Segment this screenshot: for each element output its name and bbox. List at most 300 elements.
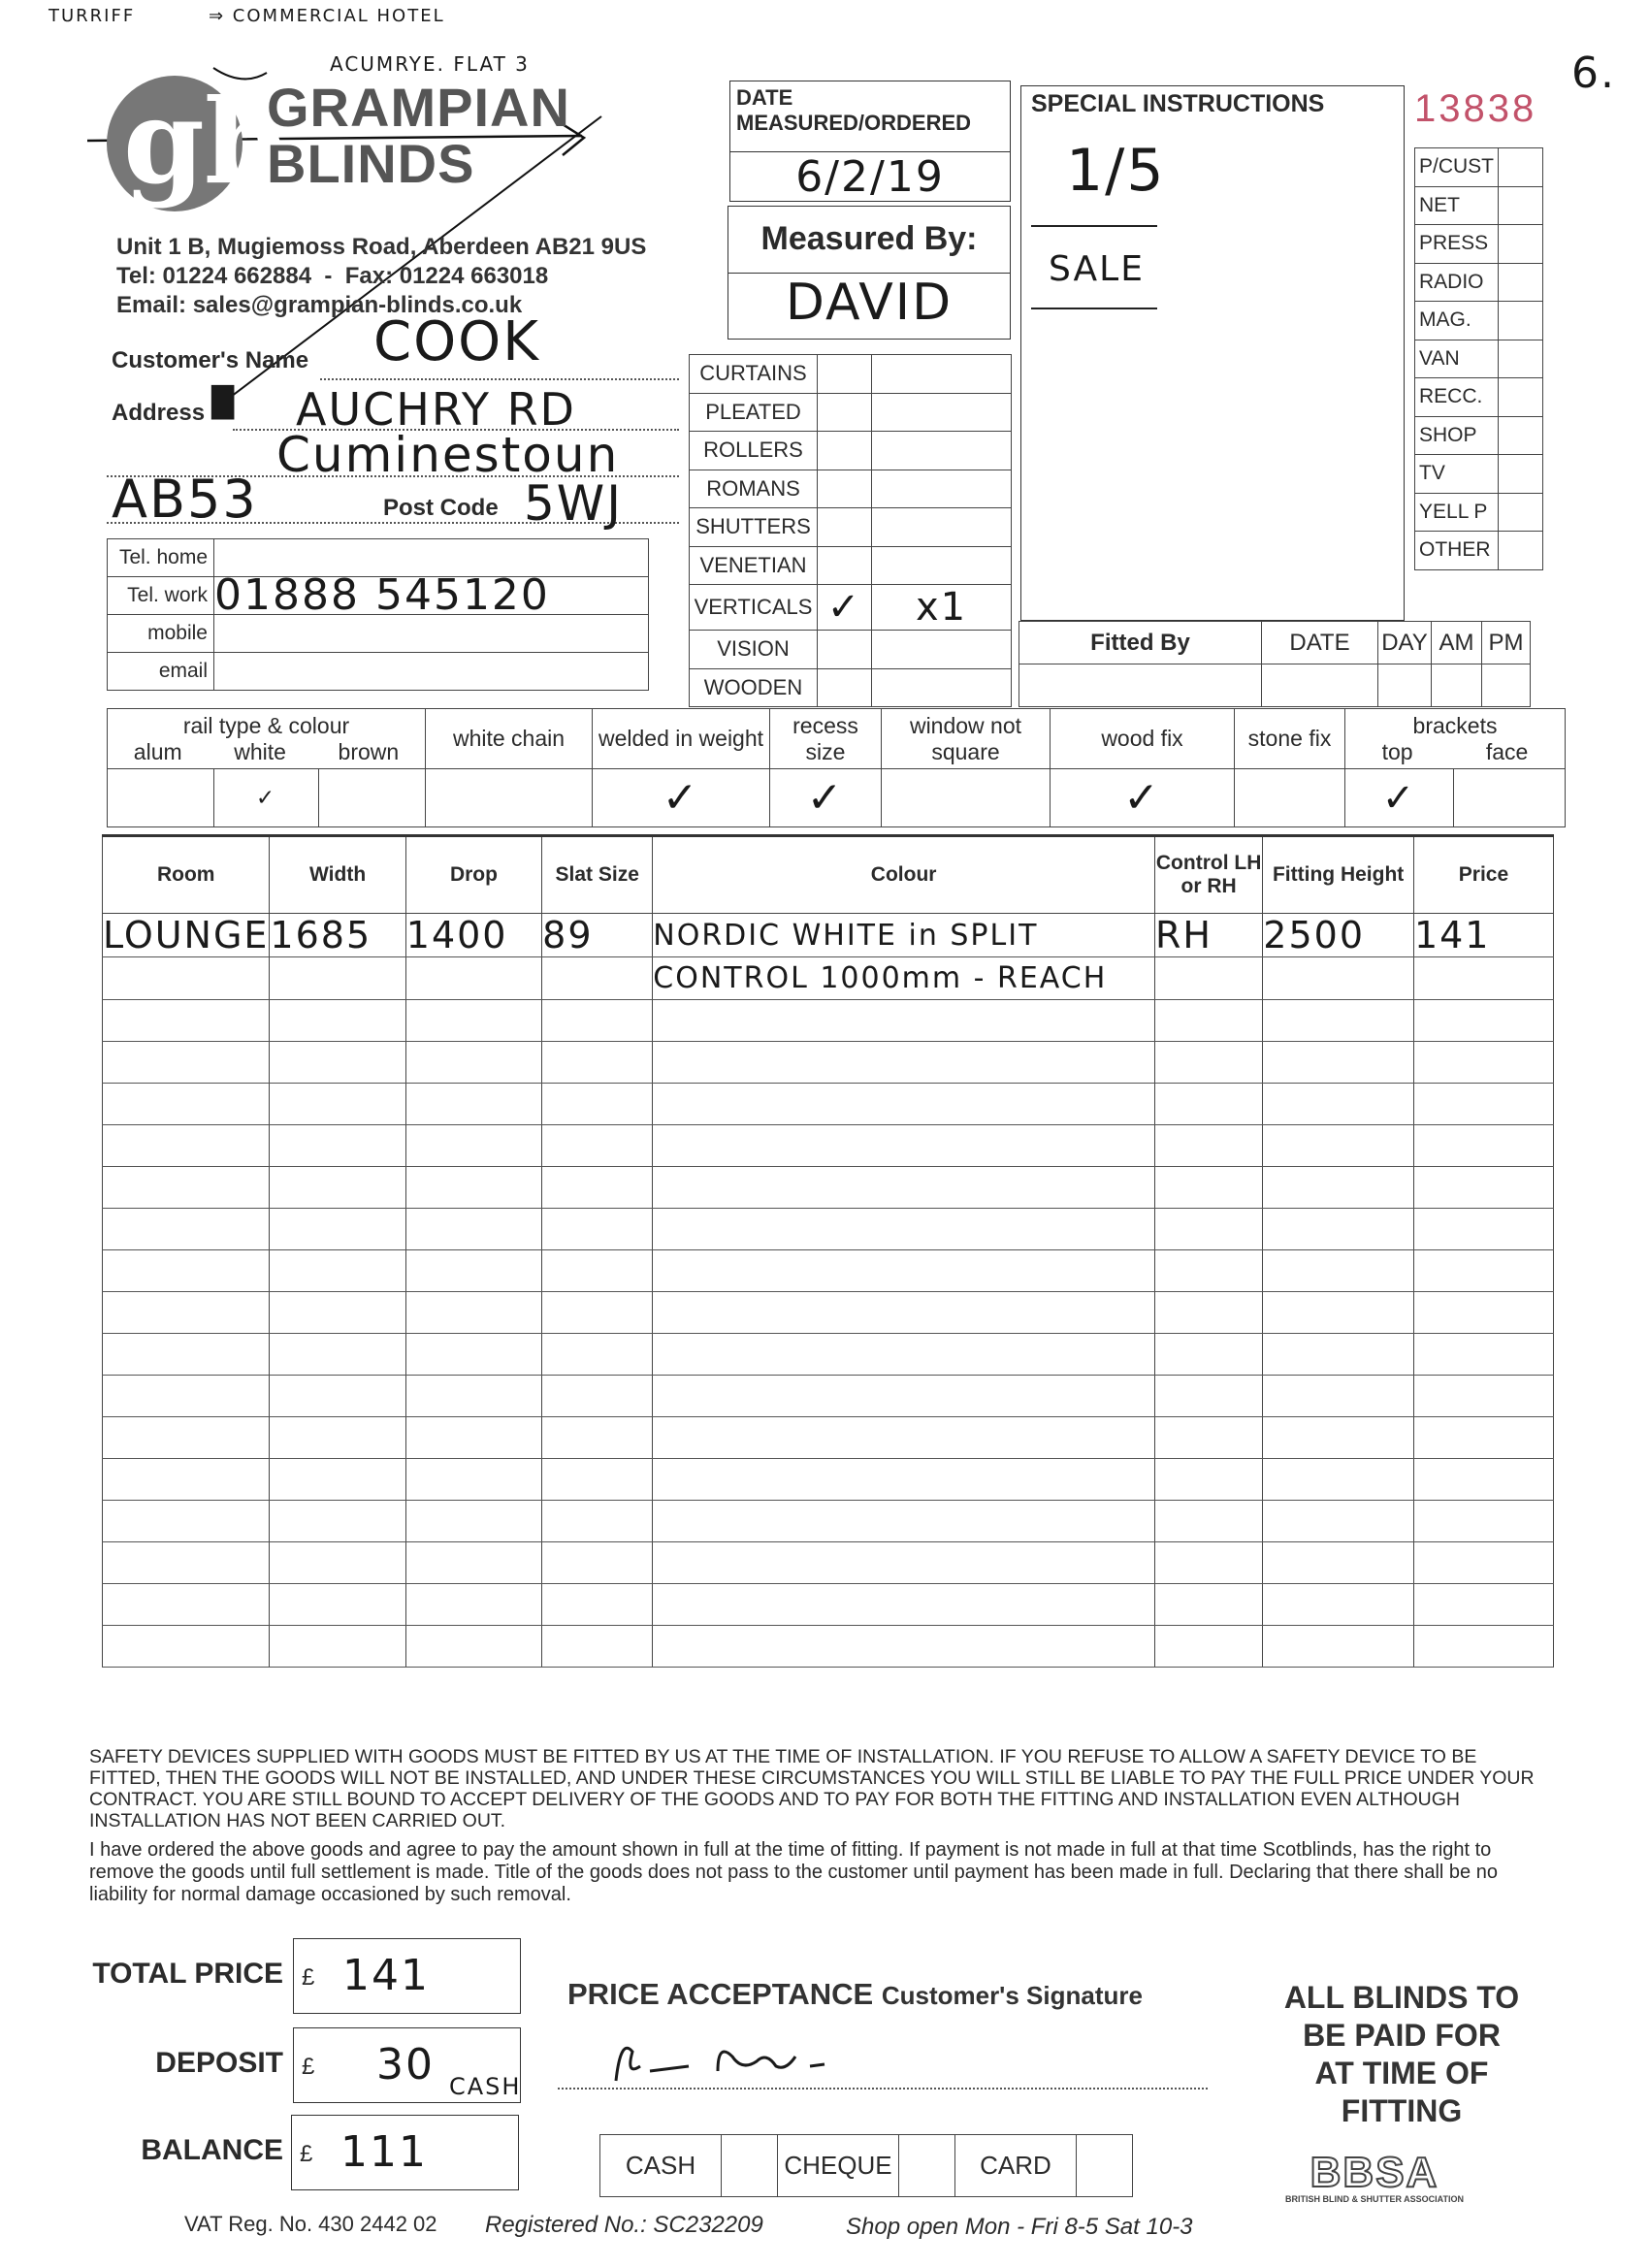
address-line2[interactable]: Cuminestoun (276, 427, 620, 483)
table-cell[interactable] (270, 1584, 405, 1626)
table-row (103, 1167, 1554, 1209)
order-table-header: Price (1413, 836, 1553, 914)
table-cell[interactable] (1413, 1417, 1553, 1459)
special-instructions-box (1020, 85, 1405, 621)
table-cell[interactable] (542, 1501, 653, 1542)
table-cell[interactable] (1154, 1334, 1262, 1376)
blind-type-qty[interactable] (872, 631, 1012, 669)
address-line3[interactable]: AB53 (112, 469, 258, 530)
table-cell[interactable] (270, 1417, 405, 1459)
table-cell[interactable] (542, 1459, 653, 1501)
table-cell[interactable] (653, 1376, 1155, 1417)
table-cell[interactable] (103, 1376, 270, 1417)
payment-method-cheque: CHEQUE (778, 2135, 899, 2197)
table-cell[interactable] (270, 1084, 405, 1125)
table-cell[interactable] (1263, 1250, 1414, 1292)
deposit-currency: £ (302, 2054, 315, 2080)
recess-check[interactable]: ✓ (770, 769, 882, 827)
table-cell[interactable] (1263, 1334, 1414, 1376)
table-cell[interactable] (405, 1459, 541, 1501)
table-cell[interactable] (103, 1501, 270, 1542)
blind-type-qty[interactable] (872, 546, 1012, 585)
table-cell[interactable] (653, 1167, 1155, 1209)
fitted-am-label: AM (1432, 622, 1482, 664)
table-cell[interactable] (103, 1084, 270, 1125)
blind-type-check[interactable]: ✓ (818, 585, 872, 631)
table-cell[interactable] (1263, 1417, 1414, 1459)
blind-type-check[interactable] (818, 546, 872, 585)
table-cell[interactable] (270, 1501, 405, 1542)
table-cell[interactable] (103, 1626, 270, 1668)
order-table-header: Control LH or RH (1154, 836, 1262, 914)
table-cell[interactable] (653, 1292, 1155, 1334)
brackets-face-check[interactable] (1454, 769, 1566, 827)
lead-source-label: RADIO (1415, 263, 1499, 302)
deposit-value: 30 (376, 2040, 435, 2090)
fitted-by-table (1018, 621, 1531, 707)
table-cell[interactable] (1263, 1000, 1414, 1042)
fitted-am-value[interactable] (1432, 664, 1482, 707)
payment-notice (1251, 1979, 1552, 2130)
table-cell[interactable] (270, 1292, 405, 1334)
brackets-top-label: top (1381, 738, 1413, 764)
table-cell[interactable] (1154, 1042, 1262, 1084)
table-cell[interactable] (1154, 1501, 1262, 1542)
payment-method-check[interactable] (899, 2135, 955, 2197)
contact-value[interactable] (214, 615, 649, 653)
lead-source-check[interactable] (1499, 148, 1543, 187)
legal-text (89, 1746, 1539, 1914)
table-row (103, 1584, 1554, 1626)
balance-box[interactable] (291, 2115, 519, 2190)
table-cell[interactable] (1413, 1084, 1553, 1125)
table-cell[interactable]: CONTROL 1000mm - REACH (653, 957, 1155, 1000)
deposit-note: CASH (449, 2073, 522, 2100)
fitted-date-value[interactable] (1262, 664, 1378, 707)
table-cell[interactable] (270, 957, 405, 1000)
postcode-label: Post Code (383, 495, 499, 521)
table-cell[interactable] (405, 1376, 541, 1417)
table-cell[interactable] (1263, 1459, 1414, 1501)
table-cell[interactable] (653, 1417, 1155, 1459)
notice-line2: BE PAID FOR (1303, 2018, 1501, 2053)
rail-type-header (108, 709, 426, 769)
table-cell[interactable] (270, 1542, 405, 1584)
blind-type-qty[interactable]: x1 (872, 585, 1012, 631)
recess-label: recess size (770, 709, 882, 769)
contact-label: mobile (108, 615, 214, 653)
table-cell[interactable] (542, 1209, 653, 1250)
notice-line4: FITTING (1341, 2093, 1463, 2128)
table-cell[interactable] (1263, 957, 1414, 1000)
table-cell[interactable] (542, 1417, 653, 1459)
payment-method-table (599, 2134, 1133, 2197)
table-row (103, 1000, 1554, 1042)
lead-source-row (1415, 416, 1543, 455)
blind-type-label: VERTICALS (690, 585, 818, 631)
date-measured-value[interactable]: 6/2/19 (730, 151, 1010, 203)
page-number: 6. (1571, 49, 1616, 98)
lead-source-row (1415, 493, 1543, 532)
welded-check[interactable]: ✓ (593, 769, 770, 827)
table-cell[interactable] (1154, 1167, 1262, 1209)
payment-method-check[interactable] (1077, 2135, 1133, 2197)
table-cell[interactable]: 2500 (1263, 914, 1414, 957)
lead-source-check[interactable] (1499, 532, 1543, 570)
table-cell[interactable] (1154, 957, 1262, 1000)
table-row (103, 1542, 1554, 1584)
table-cell[interactable] (1263, 1626, 1414, 1668)
shop-hours: Shop open Mon - Fri 8-5 Sat 10-3 (846, 2214, 1193, 2240)
table-cell[interactable]: 1400 (405, 914, 541, 957)
vat-number: VAT Reg. No. 430 2442 02 (184, 2212, 437, 2236)
blind-type-check[interactable] (818, 631, 872, 669)
postcode-value[interactable]: 5WJ (524, 475, 623, 532)
notice-line3: AT TIME OF (1314, 2056, 1489, 2090)
table-cell[interactable] (542, 1542, 653, 1584)
table-cell[interactable] (103, 1459, 270, 1501)
table-cell[interactable] (405, 1626, 541, 1668)
table-cell[interactable] (1154, 1292, 1262, 1334)
table-cell[interactable] (542, 1125, 653, 1167)
fitted-pm-value[interactable] (1482, 664, 1531, 707)
table-cell[interactable] (542, 957, 653, 1000)
rail-brown-label: brown (338, 738, 400, 764)
table-cell[interactable] (270, 1459, 405, 1501)
special-instructions-label: SPECIAL INSTRUCTIONS (1031, 90, 1325, 117)
table-cell[interactable] (1413, 1584, 1553, 1626)
welded-label: welded in weight (593, 709, 770, 769)
table-cell[interactable] (542, 1042, 653, 1084)
table-cell[interactable] (1413, 1376, 1553, 1417)
rail-alum-label: alum (133, 738, 182, 764)
lead-source-check[interactable] (1499, 263, 1543, 302)
lead-source-check[interactable] (1499, 225, 1543, 264)
stone-fix-check[interactable] (1235, 769, 1345, 827)
table-cell[interactable] (270, 1250, 405, 1292)
table-cell[interactable] (103, 1042, 270, 1084)
table-cell[interactable] (103, 957, 270, 1000)
brackets-face-label: face (1485, 738, 1529, 764)
table-cell[interactable] (270, 1376, 405, 1417)
table-row (103, 1417, 1554, 1459)
table-cell[interactable] (653, 1084, 1155, 1125)
table-cell[interactable] (103, 1334, 270, 1376)
table-cell[interactable] (653, 1334, 1155, 1376)
company-tel: Tel: 01224 662884 (116, 263, 312, 289)
table-cell[interactable] (1413, 1334, 1553, 1376)
table-cell[interactable] (405, 1334, 541, 1376)
table-cell[interactable] (1263, 1584, 1414, 1626)
table-cell[interactable] (1154, 1584, 1262, 1626)
payment-method-cash: CASH (600, 2135, 722, 2197)
table-cell[interactable] (1154, 1084, 1262, 1125)
white-chain-check[interactable] (426, 769, 593, 827)
table-cell[interactable]: 89 (542, 914, 653, 957)
window-check[interactable] (882, 769, 1051, 827)
blind-type-check[interactable] (818, 432, 872, 470)
table-cell[interactable] (542, 1084, 653, 1125)
stone-fix-label: stone fix (1235, 709, 1345, 769)
table-cell[interactable] (542, 1626, 653, 1668)
table-cell[interactable] (1413, 1000, 1553, 1042)
table-cell[interactable] (653, 1542, 1155, 1584)
address-label: Address (112, 400, 206, 426)
table-cell[interactable] (270, 1167, 405, 1209)
table-cell[interactable] (1154, 1542, 1262, 1584)
contact-value[interactable] (214, 653, 649, 691)
table-cell[interactable] (405, 1125, 541, 1167)
table-cell[interactable] (103, 1209, 270, 1250)
lead-source-label: OTHER (1415, 532, 1499, 570)
blind-type-row (690, 355, 1012, 394)
special-instructions-line2[interactable]: SALE (1049, 249, 1145, 289)
contact-label: Tel. home (108, 539, 214, 577)
table-cell[interactable] (653, 1209, 1155, 1250)
table-cell[interactable]: LOUNGE (103, 914, 270, 956)
blind-type-label: CURTAINS (690, 355, 818, 394)
deposit-box[interactable] (293, 2027, 521, 2103)
table-cell[interactable] (405, 1542, 541, 1584)
table-row (103, 1376, 1554, 1417)
table-cell[interactable] (1263, 1501, 1414, 1542)
table-cell[interactable] (103, 1167, 270, 1209)
table-cell[interactable]: 141 (1413, 914, 1553, 957)
blind-type-row (690, 470, 1012, 508)
blind-type-label: VISION (690, 631, 818, 669)
table-cell[interactable] (1263, 1209, 1414, 1250)
lead-source-label: MAG. (1415, 302, 1499, 340)
measured-by-value[interactable]: DAVID (728, 273, 1010, 339)
company-name-line2: BLINDS (267, 133, 475, 194)
table-cell[interactable] (405, 1250, 541, 1292)
total-price-box[interactable] (293, 1938, 521, 2014)
date-measured-box (729, 81, 1011, 202)
table-cell[interactable] (1154, 1417, 1262, 1459)
blind-type-check[interactable] (818, 470, 872, 508)
table-cell[interactable]: NORDIC WHITE in SPLIT (653, 914, 1155, 957)
table-cell[interactable] (542, 1376, 653, 1417)
deposit-label: DEPOSIT (155, 2047, 283, 2079)
lead-source-row (1415, 225, 1543, 264)
table-cell[interactable] (653, 1042, 1155, 1084)
table-row (103, 957, 1554, 1000)
table-cell[interactable] (1413, 957, 1553, 1000)
table-cell[interactable] (1263, 1042, 1414, 1084)
table-cell[interactable]: 1685 (270, 914, 405, 957)
table-cell[interactable] (1263, 1376, 1414, 1417)
rail-white-label: white (234, 738, 286, 764)
table-cell[interactable] (1154, 1376, 1262, 1417)
table-cell[interactable] (1263, 1292, 1414, 1334)
total-currency: £ (302, 1964, 315, 1991)
blind-type-check[interactable] (818, 355, 872, 394)
total-price-label: TOTAL PRICE (92, 1958, 283, 1990)
table-cell[interactable] (1154, 1626, 1262, 1668)
table-cell[interactable] (653, 1626, 1155, 1668)
lead-source-label: PRESS (1415, 225, 1499, 264)
lead-source-label: RECC. (1415, 378, 1499, 417)
company-name (267, 77, 570, 194)
table-cell[interactable] (1263, 1084, 1414, 1125)
lead-source-check[interactable] (1499, 302, 1543, 340)
table-row (103, 1209, 1554, 1250)
payment-method-check[interactable] (722, 2135, 778, 2197)
fitted-day-label: DAY (1378, 622, 1432, 664)
blind-type-qty[interactable] (872, 470, 1012, 508)
address-line1[interactable]: AUCHRY RD (296, 383, 576, 436)
table-cell[interactable] (1263, 1542, 1414, 1584)
blind-type-qty[interactable] (872, 668, 1012, 707)
table-cell[interactable] (653, 1000, 1155, 1042)
fitted-by-label: Fitted By (1019, 622, 1262, 664)
table-cell[interactable] (270, 1209, 405, 1250)
table-cell[interactable] (1154, 1000, 1262, 1042)
table-cell[interactable] (1413, 1042, 1553, 1084)
table-cell[interactable] (1413, 1501, 1553, 1542)
blind-type-qty[interactable] (872, 355, 1012, 394)
table-cell[interactable]: RH (1154, 914, 1262, 957)
table-cell[interactable] (1413, 1209, 1553, 1250)
contact-table (107, 538, 649, 691)
table-cell[interactable] (270, 1626, 405, 1668)
window-label: window not square (882, 709, 1051, 769)
signature-label: Customer's Signature (881, 1981, 1143, 2010)
table-cell[interactable] (103, 1417, 270, 1459)
balance-currency: £ (300, 2141, 313, 2167)
table-cell[interactable] (1413, 1125, 1553, 1167)
table-cell[interactable] (405, 1084, 541, 1125)
blind-type-check[interactable] (818, 508, 872, 547)
balance-value: 111 (340, 2127, 428, 2177)
lead-source-check[interactable] (1499, 455, 1543, 494)
fitted-day-value[interactable] (1378, 664, 1432, 707)
agreement-text: I have ordered the above goods and agree to pay the amount shown in full at the time of fitting. If payment is not made in full at that time Scotblinds, has the right to remove the goods until full settlement is made. Title of the goods does not pass to the customer until payment has been made in full. Declaring that there shall be no liability for normal damage occasioned by such removal. (89, 1839, 1498, 1905)
table-cell[interactable] (405, 1000, 541, 1042)
table-cell[interactable] (653, 1501, 1155, 1542)
lead-source-row (1415, 378, 1543, 417)
brackets-top-check[interactable]: ✓ (1345, 769, 1454, 827)
table-cell[interactable] (542, 1167, 653, 1209)
table-cell[interactable] (1154, 1125, 1262, 1167)
notice-line1: ALL BLINDS TO (1283, 1980, 1520, 2015)
table-cell[interactable] (405, 1292, 541, 1334)
table-cell[interactable] (103, 1125, 270, 1167)
blind-type-label: ROMANS (690, 470, 818, 508)
contact-row (108, 615, 649, 653)
lead-source-label: VAN (1415, 340, 1499, 378)
logo-letters: gb (123, 74, 286, 211)
table-cell[interactable] (1263, 1125, 1414, 1167)
brackets-label: brackets (1412, 712, 1498, 738)
table-cell[interactable] (1154, 1459, 1262, 1501)
special-instructions-line1[interactable]: 1/5 (1066, 137, 1166, 205)
blind-type-qty[interactable] (872, 508, 1012, 547)
contact-value[interactable]: 01888 545120 (214, 577, 649, 615)
lead-source-label: TV (1415, 455, 1499, 494)
bbsa-logo-text: BBSA (1310, 2149, 1439, 2196)
table-cell[interactable] (653, 1250, 1155, 1292)
lead-source-check[interactable] (1499, 416, 1543, 455)
table-cell[interactable] (1413, 1292, 1553, 1334)
table-cell[interactable] (542, 1334, 653, 1376)
white-check[interactable]: ✓ (214, 769, 319, 827)
table-cell[interactable] (270, 1125, 405, 1167)
table-cell[interactable] (103, 1584, 270, 1626)
table-cell[interactable] (542, 1250, 653, 1292)
table-cell[interactable] (405, 1209, 541, 1250)
options-table (107, 708, 1566, 827)
customer-name[interactable]: COOK (373, 310, 540, 373)
table-row (103, 914, 1554, 957)
customer-signature (582, 2027, 892, 2095)
wood-fix-check[interactable]: ✓ (1051, 769, 1235, 827)
table-cell[interactable] (542, 1000, 653, 1042)
table-cell[interactable] (653, 1584, 1155, 1626)
order-table-header: Width (270, 836, 405, 914)
table-cell[interactable] (1154, 1250, 1262, 1292)
blind-type-qty[interactable] (872, 432, 1012, 470)
table-cell[interactable] (270, 1334, 405, 1376)
table-cell[interactable] (1413, 1167, 1553, 1209)
order-number: 13838 (1414, 87, 1537, 130)
table-cell[interactable] (542, 1292, 653, 1334)
table-cell[interactable] (405, 1042, 541, 1084)
blind-type-qty[interactable] (872, 393, 1012, 432)
lead-source-check[interactable] (1499, 340, 1543, 378)
table-cell[interactable] (103, 1542, 270, 1584)
blind-type-check[interactable] (818, 668, 872, 707)
table-cell[interactable] (103, 1000, 270, 1042)
table-row (103, 1084, 1554, 1125)
order-table-header: Fitting Height (1263, 836, 1414, 914)
alum-check[interactable] (108, 769, 214, 827)
table-row (103, 1125, 1554, 1167)
table-cell[interactable] (653, 1459, 1155, 1501)
brown-check[interactable] (319, 769, 426, 827)
table-cell[interactable] (1413, 1250, 1553, 1292)
order-table-header: Colour (653, 836, 1155, 914)
table-cell[interactable] (405, 1167, 541, 1209)
table-cell[interactable] (542, 1584, 653, 1626)
table-cell[interactable] (1263, 1167, 1414, 1209)
table-cell[interactable] (405, 1417, 541, 1459)
bbsa-subtitle: BRITISH BLIND & SHUTTER ASSOCIATION (1285, 2194, 1464, 2204)
table-cell[interactable] (405, 1501, 541, 1542)
table-cell[interactable] (270, 1042, 405, 1084)
table-cell[interactable] (1413, 1626, 1553, 1668)
table-cell[interactable] (270, 1000, 405, 1042)
table-cell[interactable] (1413, 1542, 1553, 1584)
table-cell[interactable] (1413, 1459, 1553, 1501)
blind-type-row (690, 508, 1012, 547)
lead-source-row (1415, 148, 1543, 187)
table-row (103, 1334, 1554, 1376)
table-row (103, 1292, 1554, 1334)
lead-source-check[interactable] (1499, 493, 1543, 532)
blind-type-check[interactable] (818, 393, 872, 432)
lead-source-check[interactable] (1499, 186, 1543, 225)
lead-source-check[interactable] (1499, 378, 1543, 417)
fitted-by-value[interactable] (1019, 664, 1262, 707)
table-cell[interactable] (103, 1292, 270, 1334)
table-cell[interactable] (405, 957, 541, 1000)
table-cell[interactable] (103, 1250, 270, 1292)
table-cell[interactable] (1154, 1209, 1262, 1250)
order-table-header: Room (103, 836, 270, 914)
table-cell[interactable] (653, 1125, 1155, 1167)
table-cell[interactable] (405, 1584, 541, 1626)
